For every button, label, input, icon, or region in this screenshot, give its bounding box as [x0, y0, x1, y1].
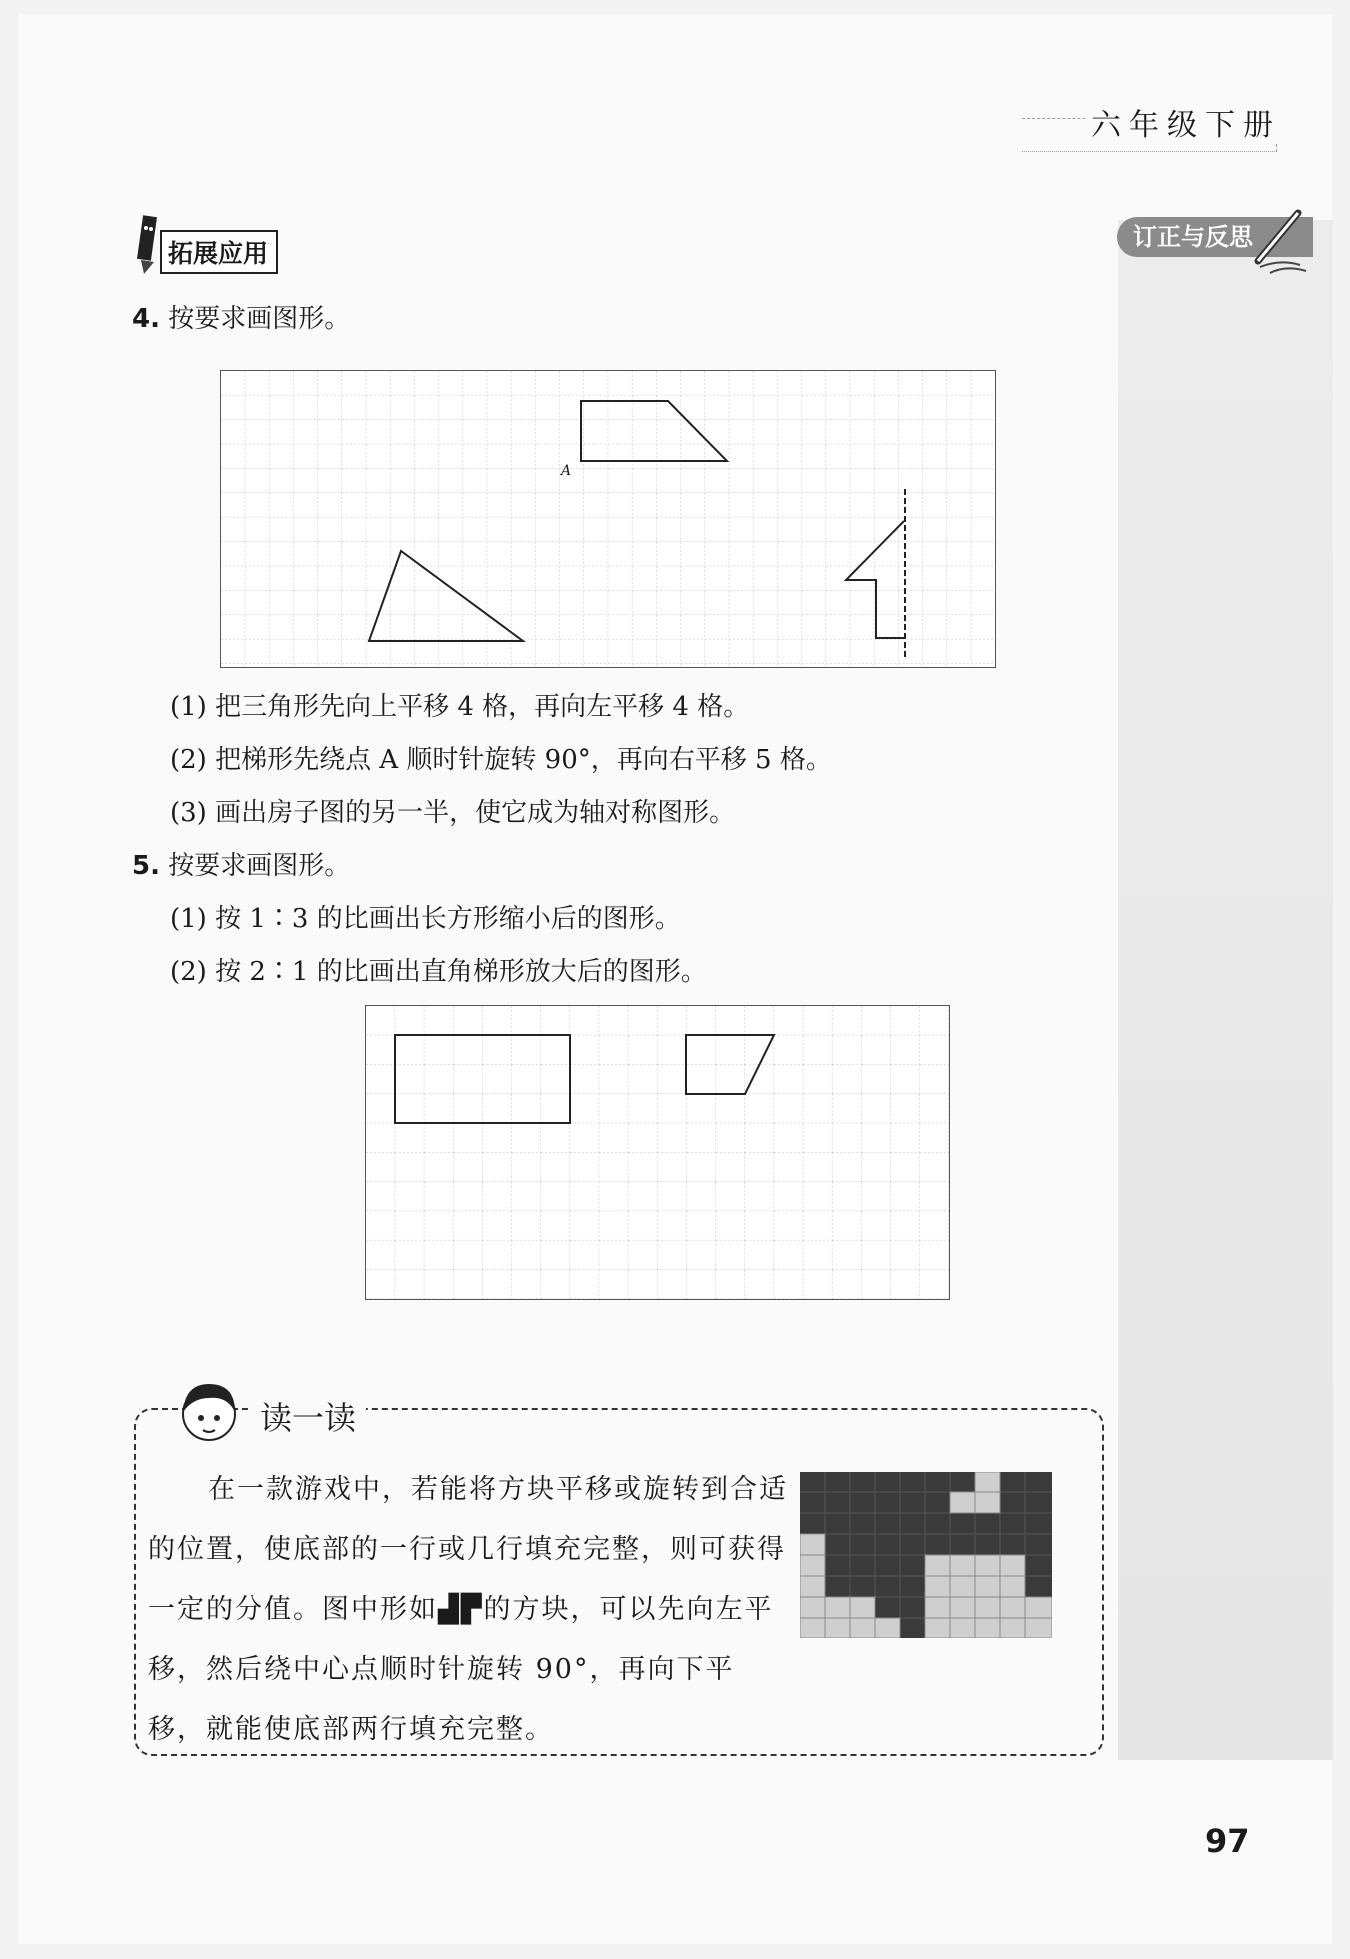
- q4-task-2: (2) 把梯形先绕点 A 顺时针旋转 90°，再向右平移 5 格。: [170, 745, 832, 775]
- grid-q4-canvas: [221, 371, 995, 667]
- section-label: 拓展应用: [160, 230, 278, 274]
- q4-task-3: (3) 画出房子图的另一半，使它成为轴对称图形。: [170, 798, 736, 828]
- grade-title: 六年级下册: [1085, 100, 1287, 144]
- question-4: [132, 298, 350, 335]
- girl-face-icon: [175, 1378, 243, 1448]
- reading-text: 在一款游戏中，若能将方块平移或旋转到合适的位置，使底部的一行或几行填充完整，则可获得一定的分值。图中形如▟▛的方块，可以先向左平移，然后绕中心点顺时针旋转 90°，再向下平移，就能使底部两行填充完整。: [148, 1474, 788, 1745]
- page-number: 97: [1205, 1822, 1250, 1860]
- question-5: [132, 845, 350, 882]
- question-4-prompt: 按要求画图形。: [168, 304, 351, 334]
- tetris-image: [800, 1472, 1052, 1638]
- correction-sidebar: [1118, 220, 1333, 1760]
- grid-q5: [365, 1005, 950, 1300]
- pencil-icon: [132, 212, 162, 276]
- grid-q5-canvas: [366, 1006, 949, 1299]
- q4-task-1: (1) 把三角形先向上平移 4 格，再向左平移 4 格。: [170, 692, 750, 722]
- correction-tab-label: 订正与反思: [1133, 223, 1253, 251]
- point-a-label: A: [561, 463, 572, 479]
- grid-q4: [220, 370, 996, 668]
- question-4-number: 4.: [132, 304, 160, 334]
- question-5-number: 5.: [132, 851, 160, 881]
- q5-task-2: (2) 按 2∶1 的比画出直角梯形放大后的图形。: [170, 957, 707, 987]
- question-5-prompt: 按要求画图形。: [168, 851, 351, 881]
- pen-icon: [1250, 205, 1312, 275]
- q5-task-1: (1) 按 1∶3 的比画出长方形缩小后的图形。: [170, 904, 681, 934]
- reading-title: 读一读: [250, 1393, 366, 1439]
